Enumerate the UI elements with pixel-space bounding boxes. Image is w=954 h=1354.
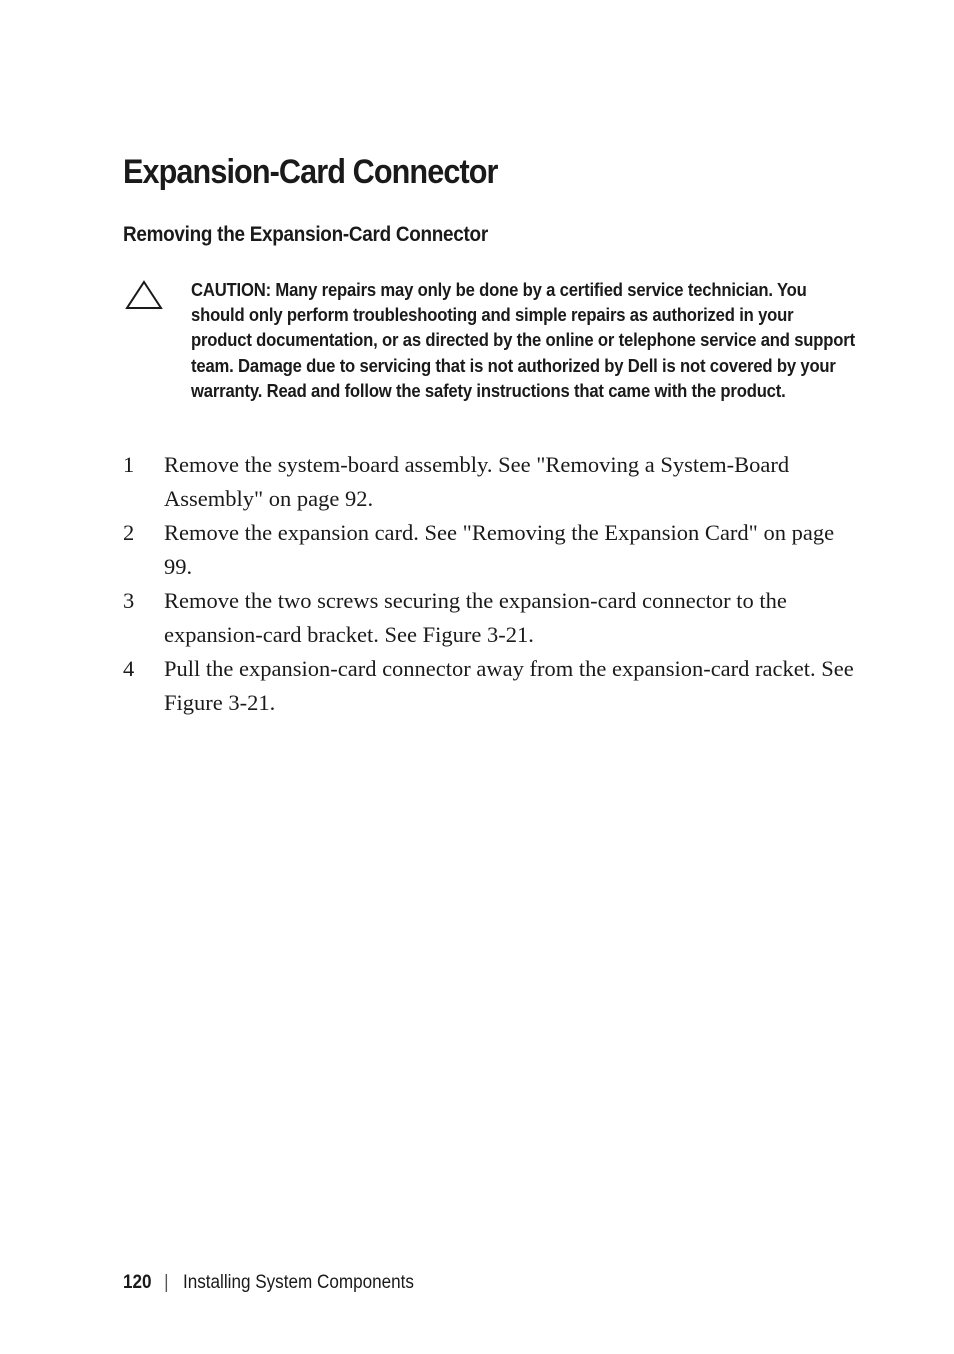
step-text: Pull the expansion-card connector away from the expansion-card racket. See Figure 3-21. (164, 656, 854, 715)
footer-page-number: 120 (123, 1272, 152, 1293)
step-list (123, 448, 863, 720)
step-number: 4 (123, 656, 135, 681)
section-heading: Removing the Expansion-Card Connector (123, 223, 488, 246)
page-footer (123, 1272, 414, 1294)
footer-separator: | (164, 1272, 169, 1293)
step-item (123, 584, 863, 652)
footer-section-title: Installing System Components (182, 1272, 414, 1293)
step-item (123, 652, 863, 720)
caution-triangle-icon (125, 280, 163, 310)
page-title: Expansion-Card Connector (123, 153, 498, 191)
caution-text: CAUTION: Many repairs may only be done by a certified service technician. You should only perform troubleshooting and simple repairs as authorized in your product documentation, or as directed by the online or telephone service and support team. Damage due to servicing that is not authorized by Dell is not covered by your warranty. Read and follow the safety instructions that came with the product. (191, 279, 855, 401)
step-item (123, 516, 863, 584)
step-number: 1 (123, 452, 135, 477)
step-text: Remove the two screws securing the expansion-card connector to the expansion-card bracket. See Figure 3-21. (164, 588, 787, 647)
step-text: Remove the system-board assembly. See "Removing a System-Board Assembly" on page 92. (164, 452, 790, 511)
step-item (123, 448, 863, 516)
step-number: 3 (123, 588, 135, 613)
step-number: 2 (123, 520, 135, 545)
step-text: Remove the expansion card. See "Removing the Expansion Card" on page 99. (164, 520, 835, 579)
